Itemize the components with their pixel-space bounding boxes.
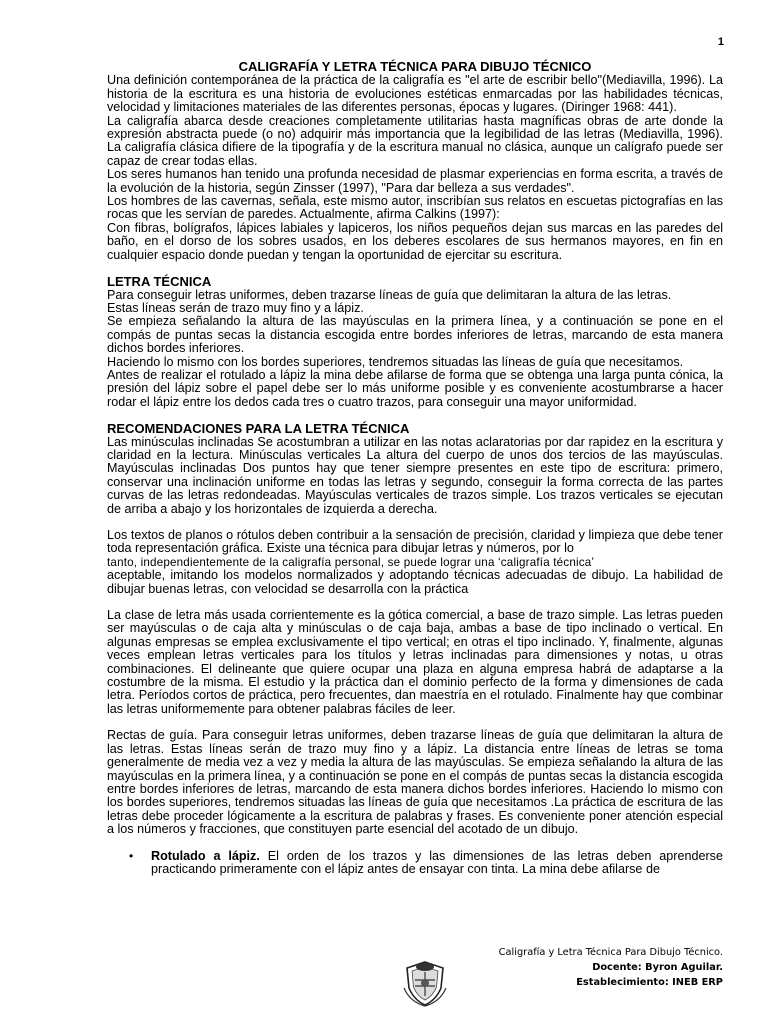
list-item-text xyxy=(151,850,723,877)
section2-paragraph-line: tanto, independientemente de la caligrafía personal, se puede lograr una ‘caligrafía técnica’ xyxy=(107,555,595,569)
footer-title: Caligrafía y Letra Técnica Para Dibujo Técnico. xyxy=(498,947,723,958)
section2-paragraph: Los textos de planos o rótulos deben contribuir a la sensación de precisión, claridad y limpieza que debe tener toda representación gráfica. Existe una técnica para dibujar letras y números, por lo xyxy=(107,528,723,556)
document-body xyxy=(107,60,723,876)
footer-institution: Establecimiento: INEB ERP xyxy=(576,977,723,988)
section1-paragraph: Antes de realizar el rotulado a lápiz la mina debe afilarse de forma que se obtenga una larga punta cónica, la presión del lápiz sobre el papel debe ser lo más uniforme posible y es conveniente acostumbrarse a hacer rodar el lápiz entre los dedos cada tres o cuatro trazos, para conseguir una mayor uniformidad. xyxy=(107,367,723,409)
section2-paragraph: Las minúsculas inclinadas Se acostumbran a utilizar en las notas aclaratorias por dar rapidez en la escritura y claridad en la lectura. Minúsculas verticales La altura del cuerpo de unos dos tercios de las mayúsculas. Mayúsculas inclinadas Dos puntos hay que tener siempre presentes en este tipo de escritura: primero, conservar una inclinación uniforme en todas las letras y segundo, conseguir la forma correcta de las partes curvas de las letras redondeadas. Mayúsculas verticales de trazos simple. Los trazos verticales se ejecutan de arriba a abajo y los horizontales de izquierda a derecha. xyxy=(107,434,723,516)
section2-paragraph: Rectas de guía. Para conseguir letras uniformes, deben trazarse líneas de guía que delimitaran la altura de las letras. Estas líneas serán de trazo muy fino y a lápiz. La distancia entre líneas de letras se toma generalmente de media vez a vez y media la altura de las mayúsculas. Se empieza señalando la altura de las mayúsculas en la primera línea, y a continuación se pone en el compás de puntas secas la distancia escogida entre bordes inferiores de letras, marcando de esta manera dichos bordes inferiores. Haciendo lo mismo con los bordes superiores, tendremos situadas las líneas de guía que necesitamos .La práctica de escritura de las letras debe proceder lógicamente a la escritura de palabras y frases. Es conveniente poner atención especial a los números y fracciones, que constituyen parte esencial del acotado de un dibujo. xyxy=(107,728,723,837)
page-number: 1 xyxy=(717,36,724,48)
intro-paragraph: Los seres humanos han tenido una profunda necesidad de plasmar experiencias en forma escrita, a través de la evolución de la historia, según Zinsser (1997), "Para dar belleza a sus verdades". xyxy=(107,167,723,195)
section-heading-letra-tecnica: LETRA TÉCNICA xyxy=(107,274,212,290)
list-item xyxy=(107,850,723,877)
intro-paragraph: La caligrafía abarca desde creaciones completamente utilitarias hasta magníficas obras de arte donde la expresión abstracta puede (o no) adquirir más importancia que la legibilidad de las letras (Mediavilla, 1996). La caligrafía clásica difiere de la tipografía y de la escritura manual no clásica, aunque un calígrafo puede ser capaz de crear todas ellas. xyxy=(107,113,723,168)
page-footer xyxy=(499,945,723,990)
school-crest-icon xyxy=(400,958,450,1008)
section1-paragraph: Para conseguir letras uniformes, deben trazarse líneas de guía que delimitaran la altura de las letras. xyxy=(107,287,672,302)
section1-paragraph: Haciendo lo mismo con los bordes superiores, tendremos situadas las líneas de guía que necesitamos. xyxy=(107,354,684,369)
section-heading-recomendaciones: RECOMENDACIONES PARA LA LETRA TÉCNICA xyxy=(107,421,410,437)
section2-paragraph: aceptable, imitando los modelos normalizados y adoptando técnicas adecuadas de dibujo. La habilidad de dibujar buenas letras, con velocidad se desarrolla con la práctica xyxy=(107,568,723,596)
section1-paragraph: Se empieza señalando la altura de las mayúsculas en la primera línea, y a continuación se pone en el compás de puntas secas la distancia escogida entre bordes inferiores de letras, marcando de esta manera dichos bordes inferiores. xyxy=(107,314,723,356)
intro-paragraph: Los hombres de las cavernas, señala, este mismo autor, inscribían sus relatos en escuetas pictografías en las rocas que les servían de paredes. Actualmente, afirma Calkins (1997): xyxy=(107,194,723,222)
list-item-lead: Rotulado a lápiz. xyxy=(151,848,260,863)
bullet-icon: • xyxy=(129,848,134,863)
footer-teacher: Docente: Byron Aguilar. xyxy=(592,962,723,973)
document-title: CALIGRAFÍA Y LETRA TÉCNICA PARA DIBUJO TÉCNICO xyxy=(238,59,592,74)
intro-paragraph: Una definición contemporánea de la práctica de la caligrafía es "el arte de escribir bello"(Mediavilla, 1996). La historia de la escritura es una historia de evoluciones estéticas enmarcadas por las habilidades técnicas, velocidad y limitaciones materiales de las diferentes personas, épocas y lugares. (Diringer 1968: 441). xyxy=(107,73,723,115)
intro-paragraph: Con fibras, bolígrafos, lápices labiales y lapiceros, los niños pequeños dejan sus marcas en las paredes del baño, en el dorso de los sobres usados, en los deberes escolares de sus hermanos mayores, en fin en cualquier espacio donde puedan y tengan la oportunidad de ejercitar su escritura. xyxy=(107,220,723,262)
list-item-body: El orden de los trazos y las dimensiones de las letras deben aprenderse practicando primeramente con el lápiz antes de ensayar con tinta. La mina debe afilarse de xyxy=(151,848,723,876)
section1-paragraph: Estas líneas serán de trazo muy fino y a lápiz. xyxy=(107,300,364,315)
section2-paragraph: La clase de letra más usada corrientemente es la gótica comercial, a base de trazo simple. Las letras pueden ser mayúsculas o de caja alta y minúsculas o de caja baja, ambas a base de tipo inclinado o vertical. En algunas empresas se emplea exclusivamente el tipo vertical; en otras el tipo inclinado. Y, finalmente, algunas veces emplean letras verticales para los títulos y letras inclinadas para dimensiones y notas, u otras combinaciones. El delineante que quiere ocupar una plaza en alguna empresa habrá de adaptarse a la costumbre de la misma. El estudio y la práctica dan el dominio perfecto de la forma y dimensiones de cada letra. Períodos cortos de práctica, pero frecuentes, dan maestría en el rotulado. Finalmente hay que combinar las letras uniformemente para obtener palabras fáciles de leer. xyxy=(107,608,723,716)
